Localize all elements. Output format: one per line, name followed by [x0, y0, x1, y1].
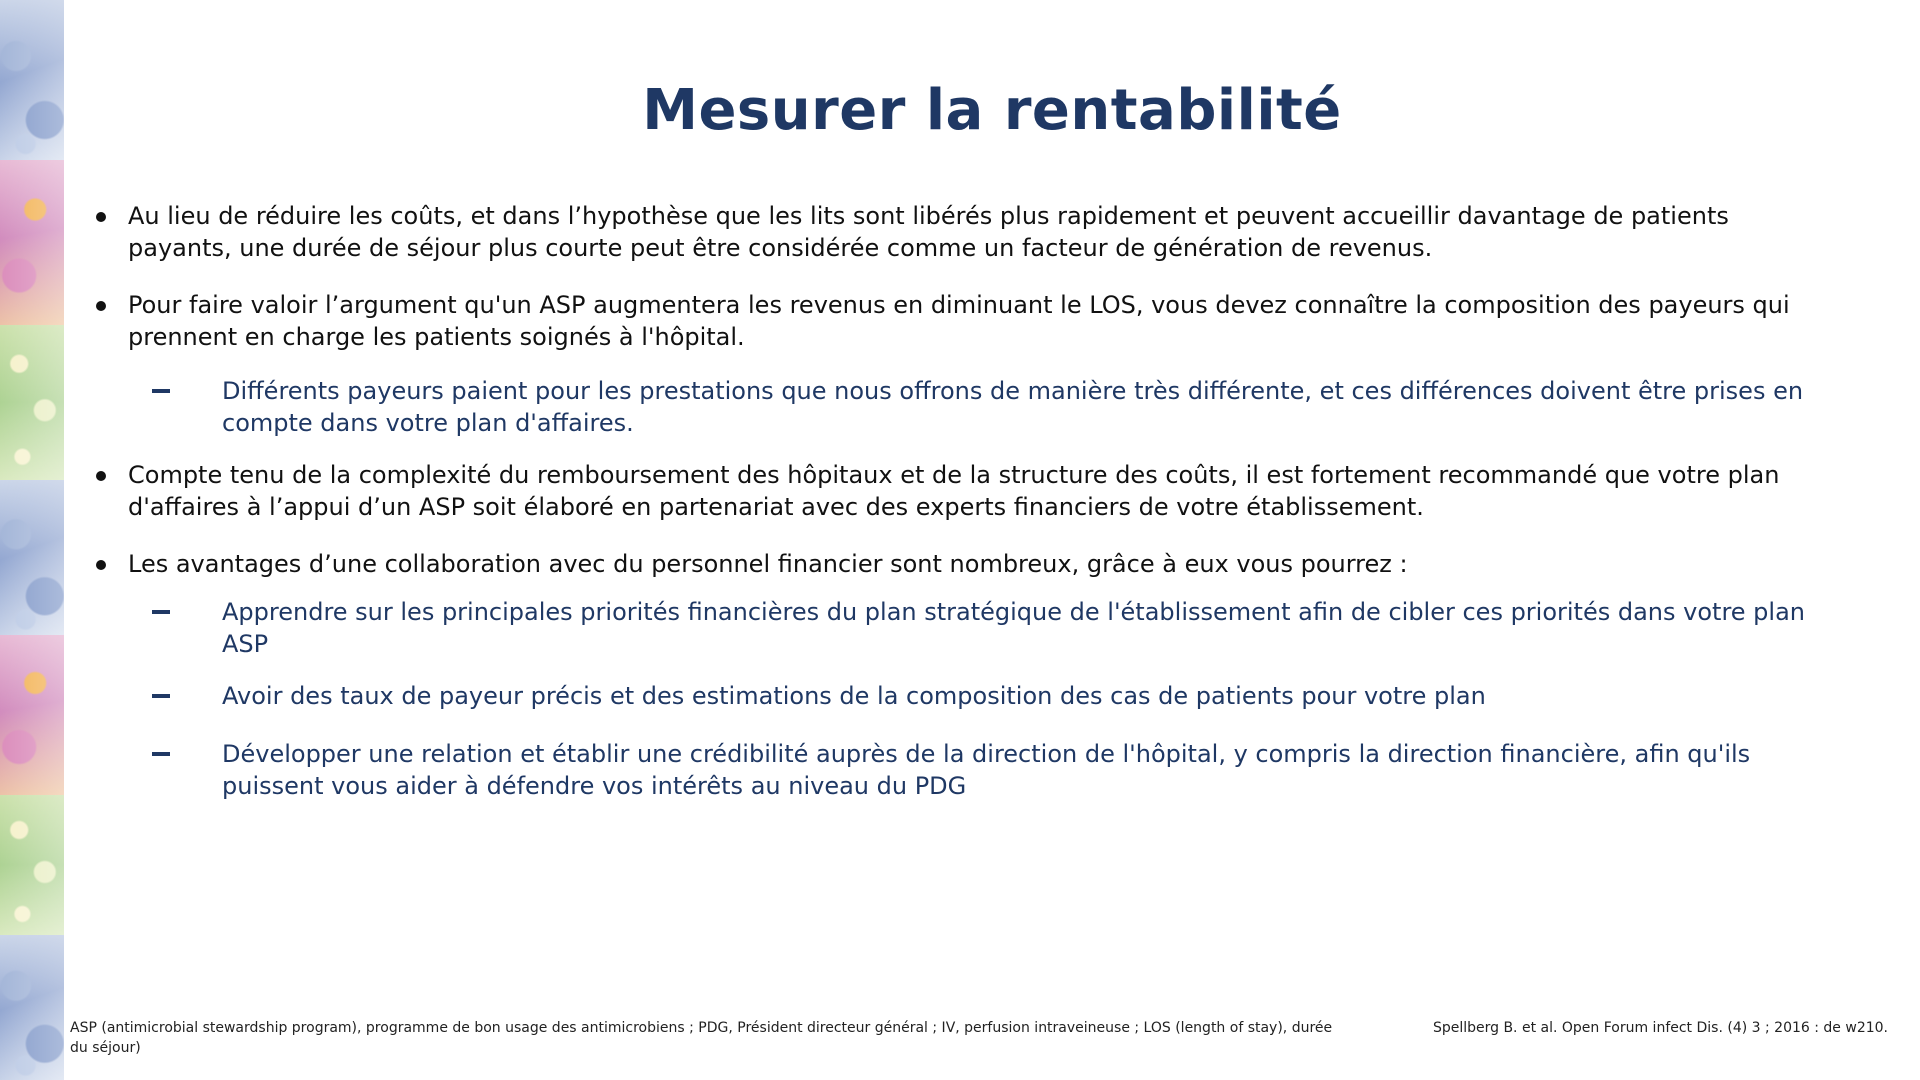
sub-bullet-item [94, 680, 1814, 712]
decorative-side-strip [0, 0, 64, 1080]
sub-bullet-text: Apprendre sur les principales priorités financières du plan stratégique de l'établissement afin de cibler ces priorités dans votre plan ASP [222, 598, 1806, 658]
dash-icon [152, 694, 170, 698]
sub-bullet-item [94, 375, 1814, 439]
sub-bullet-item [94, 738, 1814, 802]
sub-bullet-text: Avoir des taux de payeur précis et des estimations de la composition des cas de patients pour votre plan [222, 682, 1486, 710]
sub-bullet-item [94, 596, 1814, 660]
bullet-dot-icon [96, 560, 106, 570]
bullet-text: Les avantages d’une collaboration avec du personnel financier sont nombreux, grâce à eux vous pourrez : [128, 550, 1408, 578]
bullet-list [94, 200, 1814, 822]
bullet-dot-icon [96, 212, 106, 222]
dash-icon [152, 610, 170, 614]
bullet-text: Compte tenu de la complexité du remboursement des hôpitaux et de la structure des coûts, il est fortement recommandé que votre plan d'affaires à l’appui d’un ASP soit élaboré en partenariat avec des experts financiers de votre établissement. [128, 461, 1780, 521]
bullet-item [94, 459, 1814, 523]
bullet-text: Pour faire valoir l’argument qu'un ASP augmentera les revenus en diminuant le LOS, vous devez connaître la composition des payeurs qui prennent en charge les patients soignés à l'hôpital. [128, 291, 1790, 351]
slide-title: Mesurer la rentabilité [642, 78, 1342, 143]
bullet-item [94, 200, 1814, 264]
sub-bullet-text: Développer une relation et établir une crédibilité auprès de la direction de l'hôpital, y compris la direction financière, afin qu'ils puissent vous aider à défendre vos intérêts au niveau du PDG [222, 740, 1751, 800]
bullet-dot-icon [96, 301, 106, 311]
bullet-dot-icon [96, 471, 106, 481]
footnote-reference: Spellberg B. et al. Open Forum infect Dis. (4) 3 ; 2016 : de w210. [1432, 1020, 1888, 1036]
dash-icon [152, 389, 170, 393]
footnote-abbreviations: ASP (antimicrobial stewardship program), programme de bon usage des antimicrobiens ; PDG, Président directeur général ; IV, perfusion intraveineuse ; LOS (length of stay), durée du séjour) [70, 1020, 1333, 1056]
dash-icon [152, 752, 170, 756]
bullet-item [94, 289, 1814, 353]
sub-bullet-text: Différents payeurs paient pour les prestations que nous offrons de manière très différente, et ces différences doivent être prises en compte dans votre plan d'affaires. [222, 377, 1804, 437]
bullet-text: Au lieu de réduire les coûts, et dans l’hypothèse que les lits sont libérés plus rapidement et peuvent accueillir davantage de patients payants, une durée de séjour plus courte peut être considérée comme un facteur de génération de revenus. [128, 202, 1729, 262]
bullet-item [94, 548, 1814, 580]
